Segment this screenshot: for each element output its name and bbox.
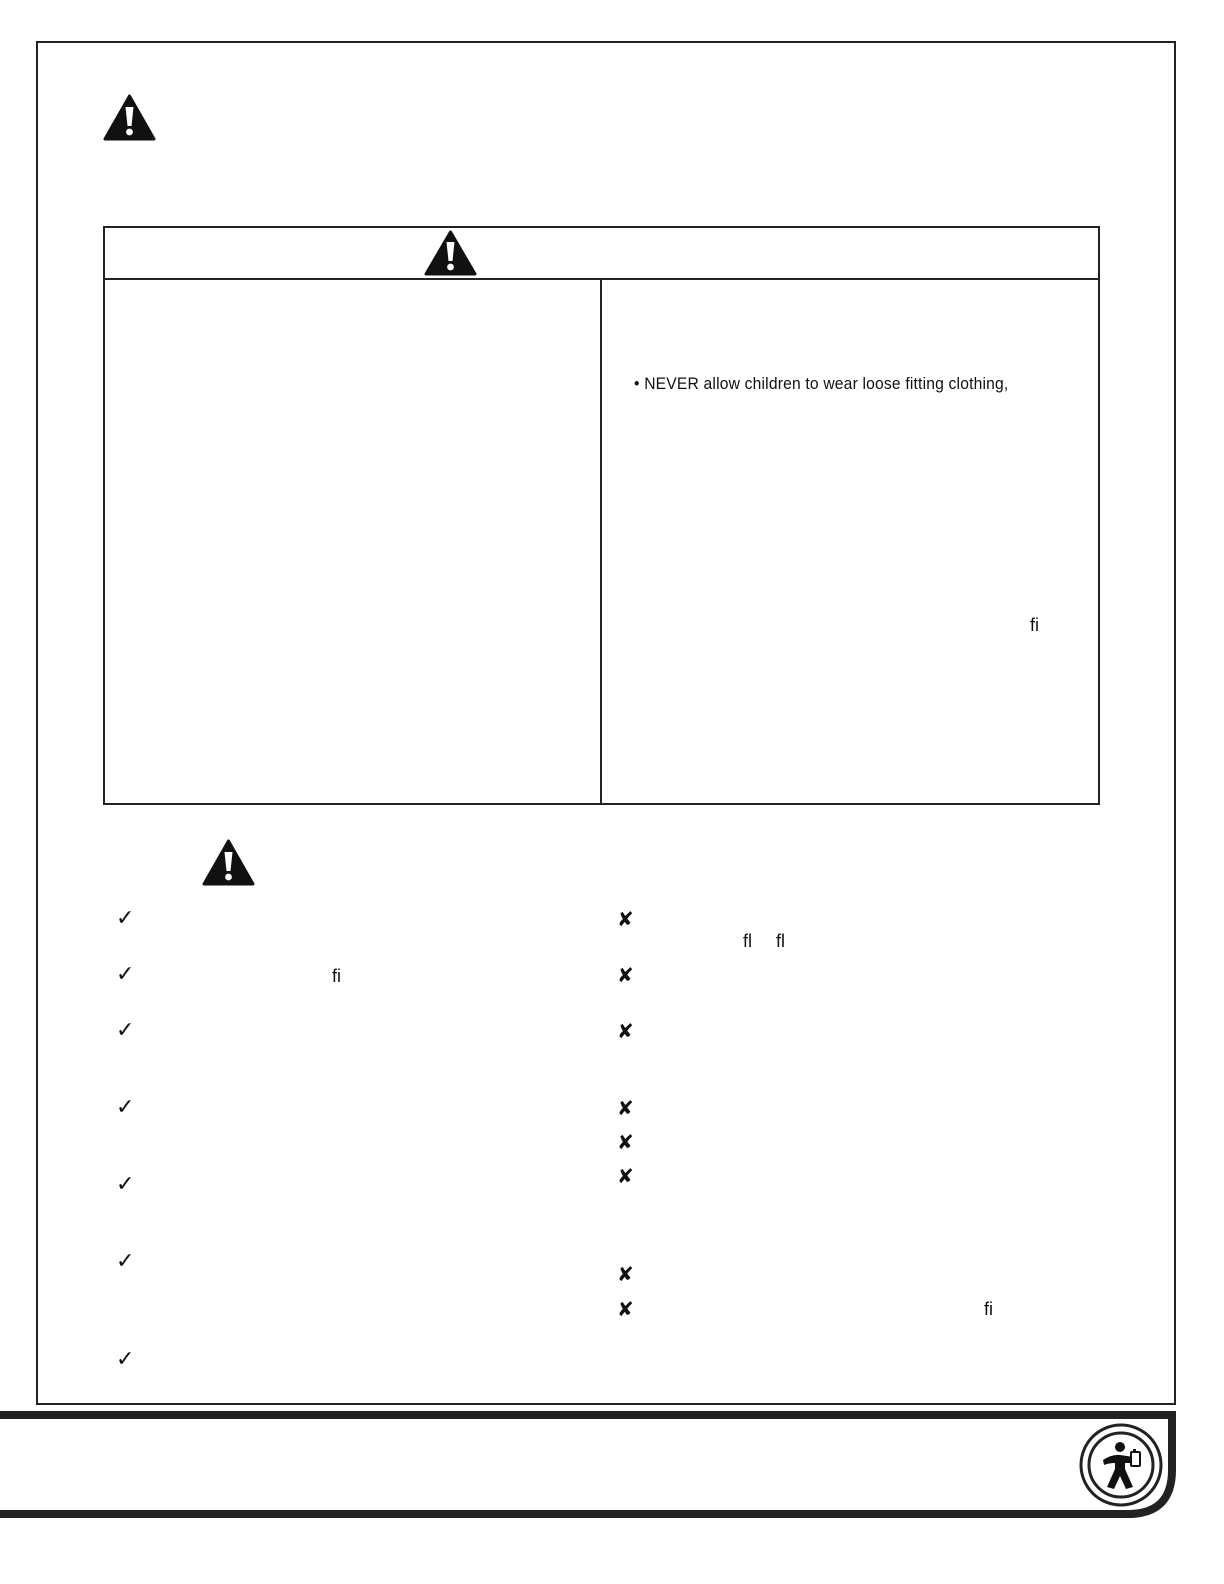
column-divider [600,280,602,804]
cross-icon: ✘ [617,1130,634,1154]
footer-band [0,1410,1176,1520]
ligature-fragment: ﬂ [743,931,752,951]
safety-person-icon [1079,1423,1163,1512]
check-icon: ✓ [116,1095,135,1120]
check-icon: ✓ [116,906,135,931]
ligature-fragment: ﬁ [332,966,341,986]
cross-icon: ✘ [617,963,634,987]
warning-triangle-icon [424,230,477,276]
check-icon: ✓ [116,962,135,987]
ligature-fragment: ﬂ [776,931,785,951]
check-icon: ✓ [116,1347,135,1372]
cross-icon: ✘ [617,1262,634,1286]
check-icon: ✓ [116,1249,135,1274]
cross-icon: ✘ [617,1164,634,1188]
cross-icon: ✘ [617,1019,634,1043]
cross-icon: ✘ [617,1297,634,1321]
warning-box-header [103,226,1100,280]
warning-triangle-icon [103,94,156,141]
ligature-fragment: ﬁ [1030,615,1039,635]
ligature-fragment: ﬁ [984,1299,993,1319]
bullet-loose-clothing: • NEVER allow children to wear loose fitting clothing, [634,374,1009,393]
warning-triangle-icon [202,839,255,886]
check-icon: ✓ [116,1018,135,1043]
cross-icon: ✘ [617,907,634,931]
check-icon: ✓ [116,1172,135,1197]
cross-icon: ✘ [617,1096,634,1120]
